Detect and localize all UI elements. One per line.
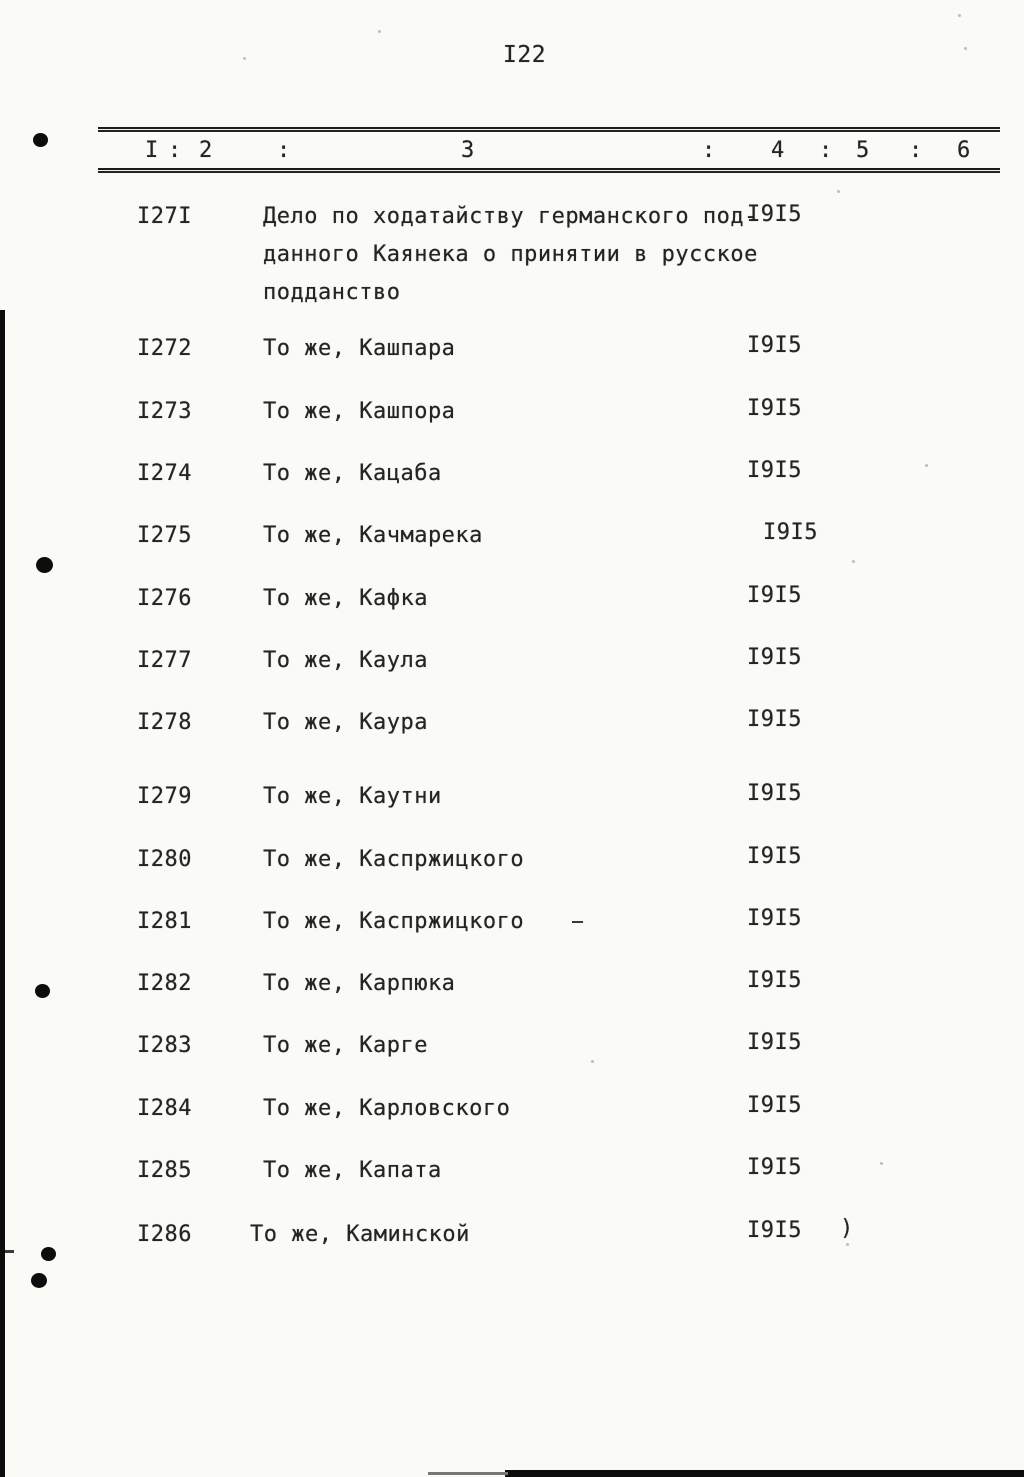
row-description-line: То же, Каспржицкого [263, 909, 525, 934]
row-number: I274 [137, 461, 192, 486]
column-label-5: 5 [856, 138, 870, 163]
scan-speck [378, 30, 381, 33]
scan-speck [925, 464, 928, 467]
scan-speck [837, 190, 840, 193]
row-year: I9I5 [747, 202, 802, 227]
row-year: I9I5 [747, 396, 802, 421]
scan-speck [880, 1162, 883, 1165]
punch-hole-mark [36, 557, 53, 573]
row-year: I9I5 [747, 645, 802, 670]
scan-bottom-bar-fade [428, 1472, 508, 1475]
row-year: I9I5 [747, 458, 802, 483]
column-separator: : [909, 138, 923, 163]
row-number: I281 [137, 909, 192, 934]
column-label-6: 6 [957, 138, 971, 163]
row-year: I9I5 [747, 1030, 802, 1055]
scan-speck [964, 47, 967, 50]
row-year: I9I5 [747, 906, 802, 931]
row-number: I280 [137, 847, 192, 872]
punch-hole-mark [33, 133, 48, 147]
scan-speck [846, 1243, 849, 1246]
row-description-line: То же, Каминской [250, 1222, 470, 1247]
row-year: I9I5 [747, 707, 802, 732]
row-number: I282 [137, 971, 192, 996]
row-number: I277 [137, 648, 192, 673]
row-description-line: То же, Кафка [263, 586, 428, 611]
row-number: I286 [137, 1222, 192, 1247]
column-separator: : [277, 138, 291, 163]
punch-hole-mark [35, 984, 50, 998]
row-number: I272 [137, 336, 192, 361]
punch-hole-mark [31, 1273, 47, 1288]
row-year: I9I5 [747, 333, 802, 358]
row-number: I275 [137, 523, 192, 548]
header-rule-bottom [98, 168, 1000, 173]
row-description-line: То же, Капата [263, 1158, 442, 1183]
row-year: I9I5 [747, 1093, 802, 1118]
row-description-line: То же, Кашпора [263, 399, 456, 424]
column-separator: : [168, 138, 182, 163]
row-number: I285 [137, 1158, 192, 1183]
scan-edge-strip [0, 310, 5, 1477]
column-label-4: 4 [771, 138, 785, 163]
column-separator: : [819, 138, 833, 163]
row-description-line: подданство [263, 280, 401, 305]
column-label-2: 2 [199, 138, 213, 163]
page-number: I22 [503, 42, 547, 68]
row-description-line: То же, Карпюка [263, 971, 456, 996]
row-description-line: данного Каянека о принятии в русское [263, 242, 758, 267]
column-separator: : [702, 138, 716, 163]
row-number: I279 [137, 784, 192, 809]
row-description-line: То же, Карге [263, 1033, 428, 1058]
row-description-line: То же, Каспржицкого [263, 847, 525, 872]
column-label-1: I [145, 138, 159, 163]
scan-speck [591, 1060, 594, 1063]
row-number: I283 [137, 1033, 192, 1058]
row-year: I9I5 [763, 520, 818, 545]
column-label-3: 3 [461, 138, 475, 163]
row-description-line: То же, Каура [263, 710, 428, 735]
row-description-line: Дело по ходатайству германского под- [263, 204, 758, 229]
row-year: I9I5 [747, 781, 802, 806]
row-description-line: То же, Качмарека [263, 523, 483, 548]
row-year: I9I5 [747, 1155, 802, 1180]
row-description-line: То же, Каула [263, 648, 428, 673]
punch-hole-mark [41, 1247, 56, 1261]
scan-speck [243, 57, 246, 60]
row-number: I278 [137, 710, 192, 735]
scan-speck [958, 14, 961, 17]
scan-speck [852, 560, 855, 563]
row-description-line: То же, Карловского [263, 1096, 511, 1121]
header-rule-top [98, 127, 1000, 132]
row-description-line: То же, Кашпара [263, 336, 456, 361]
stray-dash-mark [572, 921, 583, 923]
row-number: I27I [137, 204, 192, 229]
row-number: I273 [137, 399, 192, 424]
row-number: I276 [137, 586, 192, 611]
row-year: I9I5 [747, 583, 802, 608]
row-year: I9I5 [747, 968, 802, 993]
row-number: I284 [137, 1096, 192, 1121]
scan-bottom-bar [505, 1470, 1024, 1477]
row-description-line: То же, Каутни [263, 784, 442, 809]
row-trailing-mark: ) [840, 1216, 854, 1241]
row-year: I9I5 [747, 1218, 802, 1243]
row-description-line: То же, Кацаба [263, 461, 442, 486]
row-year: I9I5 [747, 844, 802, 869]
